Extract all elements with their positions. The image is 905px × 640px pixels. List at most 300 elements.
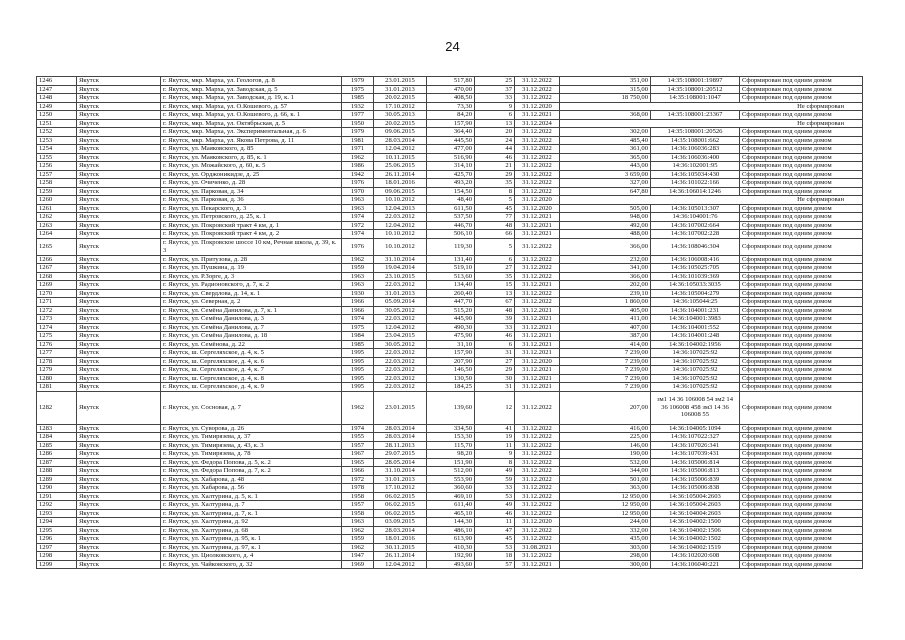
cell-land-area: 366,00 [560,238,651,255]
cell-build-year: 1978 [342,484,374,493]
cell-build-year: 1962 [342,153,374,162]
cell-land-status: Сформирован под одним домом [740,315,863,324]
cell-address: г. Якутск, ул. Федора Попова, д. 7, к. 2 [161,467,342,476]
cell-build-year: 1955 [342,433,374,442]
cell-cadastral-number: 14:35:108001:20526 [651,128,740,137]
cell-land-status: Сформирован под одним домом [740,298,863,307]
cell-land-status: Сформирован под одним домом [740,535,863,544]
table-row [37,552,863,561]
cell-cadastral-number: 14:36:107039:431 [651,450,740,459]
cell-row-number: 1264 [37,230,77,239]
cell-deadline: 31.12.2020 [515,204,560,213]
cell-deadline: 31.12.2021 [515,560,560,569]
cell-land-status: Сформирован под одним домом [740,255,863,264]
cell-area: 611,50 [427,204,475,213]
cell-cadastral-number: 14:36:104004:2603 [651,509,740,518]
cell-address: г. Якутск, ул. Хабарова, д. 48 [161,475,342,484]
cell-cadastral-number: 14:36:105006:839 [651,475,740,484]
cell-cadastral-number: 14:35:108001:19897 [651,77,740,86]
cell-area: 131,40 [427,255,475,264]
cell-land-area: 443,00 [560,162,651,171]
cell-cadastral-number: 14:36:106036:283 [651,145,740,154]
cell-apartments: 49 [475,501,515,510]
cell-cadastral-number: 14:36:105004:2603 [651,492,740,501]
cell-area: 115,70 [427,441,475,450]
cell-apartments: 9 [475,102,515,111]
cell-build-year: 1966 [342,298,374,307]
cell-apartments: 45 [475,204,515,213]
cell-cadastral-number: 14:36:104001:248 [651,332,740,341]
cell-deadline: 31.12.2022 [515,179,560,188]
table-row [37,102,863,111]
cell-area: 334,50 [427,424,475,433]
cell-apartments: 41 [475,424,515,433]
cell-inclusion-date: 31.10.2014 [374,255,427,264]
cell-apartments: 6 [475,111,515,120]
cell-deadline: 31.12.2022 [515,85,560,94]
cell-city: Якутск [77,170,161,179]
cell-city: Якутск [77,187,161,196]
cell-land-area: 7 239,00 [560,383,651,392]
cell-cadastral-number: 14:36:105013:307 [651,204,740,213]
cell-row-number: 1290 [37,484,77,493]
cell-row-number: 1293 [37,509,77,518]
housing-register-table [36,76,863,569]
cell-apartments: 13 [475,119,515,128]
cell-address: г. Якутск, ул. Семёна Данилова, д. 7 [161,323,342,332]
cell-land-status: Сформирован под одним домом [740,492,863,501]
cell-address: г. Якутск, ул. Тимирязева, д. 78 [161,450,342,459]
cell-apartments: 49 [475,467,515,476]
cell-land-status: Сформирован под одним домом [740,458,863,467]
cell-deadline: 31.12.2022 [515,94,560,103]
cell-inclusion-date: 28.05.2014 [374,458,427,467]
table-row [37,366,863,375]
cell-address: г. Якутск, мкр. Марха, ул. Заводская, д. 19, к. 1 [161,94,342,103]
cell-address: г. Якутск, ул. Пекарского, д. 3 [161,204,342,213]
cell-address: г. Якутск, ул. Семёна Данилова, д. 7, к. 1 [161,306,342,315]
table-row [37,298,863,307]
cell-cadastral-number: 14:36:107002:664 [651,221,740,230]
cell-apartments: 46 [475,332,515,341]
cell-apartments: 57 [475,560,515,569]
cell-land-area: 405,00 [560,306,651,315]
cell-apartments: 31 [475,349,515,358]
cell-build-year: 1963 [342,281,374,290]
cell-build-year: 1962 [342,543,374,552]
cell-city: Якутск [77,349,161,358]
cell-deadline: 31.12.2022 [515,458,560,467]
cell-city: Якутск [77,298,161,307]
cell-row-number: 1296 [37,535,77,544]
cell-row-number: 1272 [37,306,77,315]
cell-inclusion-date: 10.10.2012 [374,238,427,255]
cell-area: 410,30 [427,543,475,552]
cell-land-status: Сформирован под одним домом [740,349,863,358]
cell-row-number: 1270 [37,289,77,298]
cell-area: 153,30 [427,433,475,442]
cell-land-area: 351,00 [560,77,651,86]
cell-land-status: Сформирован под одним домом [740,475,863,484]
cell-apartments: 12 [475,391,515,424]
cell-area: 207,90 [427,357,475,366]
cell-land-area: 344,00 [560,467,651,476]
cell-area: 446,70 [427,221,475,230]
table-row [37,332,863,341]
cell-address: г. Якутск, ул. Р.Зорге, д. 3 [161,272,342,281]
cell-city: Якутск [77,272,161,281]
cell-build-year: 1958 [342,509,374,518]
cell-deadline: 31.12.2021 [515,306,560,315]
cell-address: г. Якутск, ш. Сергеляхское, д. 4, к. 6 [161,357,342,366]
cell-land-area: 532,00 [560,458,651,467]
cell-address: г. Якутск, ул. Притузова, д. 28 [161,255,342,264]
cell-apartments: 37 [475,85,515,94]
table-row [37,526,863,535]
cell-deadline: 31.12.2022 [515,264,560,273]
cell-city: Якутск [77,391,161,424]
cell-row-number: 1266 [37,255,77,264]
cell-inclusion-date: 09.06.2015 [374,187,427,196]
cell-cadastral-number: 14:36:107002:228 [651,230,740,239]
cell-cadastral-number: 14:36:104001:231 [651,306,740,315]
cell-deadline: 31.12.2021 [515,111,560,120]
cell-cadastral-number: 14:36:104001:552 [651,323,740,332]
cell-cadastral-number: 14:36:107025:92 [651,357,740,366]
cell-land-area: 18 750,00 [560,94,651,103]
cell-land-status: Сформирован под одним домом [740,560,863,569]
cell-city: Якутск [77,475,161,484]
cell-cadastral-number: 14:36:104002:1956 [651,340,740,349]
cell-address: г. Якутск, ш. Сергеляхское, д. 4, к. 7 [161,366,342,375]
cell-city: Якутск [77,484,161,493]
cell-deadline: 31.12.2022 [515,162,560,171]
cell-deadline: 31.12.2022 [515,145,560,154]
table-row [37,136,863,145]
cell-city: Якутск [77,136,161,145]
cell-cadastral-number: 14:36:106040:221 [651,560,740,569]
cell-land-area: 12 950,00 [560,509,651,518]
cell-land-status: Сформирован под одним домом [740,136,863,145]
cell-address: г. Якутск, ул. Покровское шоссе 10 км, Речная школа, д. 39, к. 3 [161,238,342,255]
cell-row-number: 1299 [37,560,77,569]
cell-build-year: 1965 [342,458,374,467]
cell-area: 513,60 [427,272,475,281]
cell-land-status: Сформирован под одним домом [740,162,863,171]
cell-cadastral-number: 14:36:104002:1519 [651,543,740,552]
cell-build-year: 1986 [342,162,374,171]
cell-land-area: 225,00 [560,433,651,442]
cell-deadline: 31.12.2022 [515,475,560,484]
table-row [37,383,863,392]
cell-deadline: 31.12.2022 [515,187,560,196]
cell-land-area: 485,40 [560,136,651,145]
cell-address: г. Якутск, ул. Северная, д. 2 [161,298,342,307]
cell-area: 139,60 [427,391,475,424]
cell-land-area: 239,10 [560,289,651,298]
table-row [37,543,863,552]
cell-cadastral-number: 14:36:105034:430 [651,170,740,179]
cell-address: г. Якутск, ул. Парковая, д. 36 [161,196,342,205]
cell-row-number: 1253 [37,136,77,145]
cell-address: г. Якутск, ш. Сергеляхское, д. 4, к. 9 [161,383,342,392]
cell-row-number: 1259 [37,187,77,196]
cell-land-status: Сформирован под одним домом [740,111,863,120]
cell-address: г. Якутск, ул. Чайковского, д. 32 [161,560,342,569]
cell-land-area: 298,00 [560,552,651,561]
cell-city: Якутск [77,111,161,120]
table-row [37,535,863,544]
cell-area: 144,30 [427,518,475,527]
cell-land-status: Сформирован под одним домом [740,145,863,154]
cell-area: 465,10 [427,509,475,518]
cell-land-status: Сформирован под одним домом [740,501,863,510]
cell-row-number: 1249 [37,102,77,111]
table-row [37,145,863,154]
cell-deadline: 31.12.2022 [515,153,560,162]
cell-deadline: 31.12.2022 [515,272,560,281]
table-row [37,77,863,86]
cell-address: г. Якутск, ул. Халтурина, д. 5, к. 1 [161,492,342,501]
cell-land-status: Сформирован под одним домом [740,264,863,273]
cell-address: г. Якутск, ул. Маяковского, д. 85 [161,145,342,154]
cell-land-status: Сформирован под одним домом [740,289,863,298]
cell-inclusion-date: 28.03.2014 [374,526,427,535]
cell-build-year: 1974 [342,213,374,222]
cell-area: 98,20 [427,450,475,459]
cell-land-area: 948,00 [560,213,651,222]
cell-address: г. Якутск, ул. Халтурина, д. 68 [161,526,342,535]
cell-city: Якутск [77,230,161,239]
cell-apartments: 35 [475,272,515,281]
cell-address: г. Якутск, мкр. Марха, ул. Октябрьская, д. 5 [161,119,342,128]
cell-area: 157,90 [427,119,475,128]
cell-inclusion-date: 12.04.2013 [374,204,427,213]
cell-area: 490,30 [427,323,475,332]
table-body [37,77,863,569]
cell-build-year: 1972 [342,475,374,484]
cell-row-number: 1282 [37,391,77,424]
cell-area: 553,90 [427,475,475,484]
cell-apartments: 6 [475,340,515,349]
cell-row-number: 1297 [37,543,77,552]
cell-land-status: Сформирован под одним домом [740,374,863,383]
cell-row-number: 1280 [37,374,77,383]
cell-inclusion-date: 30.11.2015 [374,543,427,552]
cell-build-year: 1985 [342,94,374,103]
cell-inclusion-date: 06.02.2015 [374,509,427,518]
cell-inclusion-date: 30.05.2012 [374,340,427,349]
cell-cadastral-number: 14:35:108001:1047 [651,94,740,103]
cell-land-status: Сформирован под одним домом [740,281,863,290]
cell-address: г. Якутск, ул. Халтурина, д. 97, к. 1 [161,543,342,552]
cell-inclusion-date: 19.04.2014 [374,264,427,273]
cell-build-year: 1942 [342,170,374,179]
cell-row-number: 1260 [37,196,77,205]
cell-land-status: Сформирован под одним домом [740,306,863,315]
cell-inclusion-date: 22.03.2012 [374,349,427,358]
table-row [37,272,863,281]
cell-cadastral-number: 14:36:107025:92 [651,374,740,383]
cell-row-number: 1289 [37,475,77,484]
cell-city: Якутск [77,77,161,86]
cell-land-status: Сформирован под одним домом [740,450,863,459]
cell-row-number: 1248 [37,94,77,103]
cell-land-area: 366,00 [560,272,651,281]
cell-area: 445,90 [427,315,475,324]
cell-apartments: 67 [475,298,515,307]
cell-apartments: 30 [475,374,515,383]
cell-cadastral-number: 14:36:108046:304 [651,238,740,255]
cell-area: 519,10 [427,264,475,273]
cell-inclusion-date: 18.01.2016 [374,535,427,544]
cell-cadastral-number: 14:36:106014:1246 [651,187,740,196]
cell-inclusion-date: 06.02.2015 [374,501,427,510]
table-row [37,119,863,128]
table-row [37,281,863,290]
cell-land-area: 300,00 [560,560,651,569]
cell-row-number: 1298 [37,552,77,561]
cell-cadastral-number: 14:36:107025:92 [651,383,740,392]
cell-deadline: 31.12.2020 [515,518,560,527]
table-row [37,204,863,213]
cell-build-year: 1966 [342,306,374,315]
cell-cadastral-number: 14:36:106008:416 [651,255,740,264]
cell-inclusion-date: 29.07.2015 [374,450,427,459]
cell-city: Якутск [77,238,161,255]
table-row [37,213,863,222]
cell-cadastral-number: 14:35:108001:23367 [651,111,740,120]
cell-apartments: 48 [475,306,515,315]
table-row [37,187,863,196]
cell-build-year: 1971 [342,145,374,154]
cell-city: Якутск [77,458,161,467]
table-row [37,196,863,205]
cell-build-year: 1932 [342,102,374,111]
table-row [37,349,863,358]
cell-deadline: 31.12.2022 [515,77,560,86]
cell-area: 470,00 [427,85,475,94]
cell-inclusion-date: 10.10.2012 [374,196,427,205]
cell-row-number: 1275 [37,332,77,341]
cell-deadline: 31.08.2021 [515,543,560,552]
cell-build-year: 1966 [342,467,374,476]
table-row [37,518,863,527]
cell-area: 119,30 [427,238,475,255]
cell-city: Якутск [77,162,161,171]
cell-apartments: 24 [475,136,515,145]
cell-city: Якутск [77,281,161,290]
cell-build-year: 1975 [342,323,374,332]
cell-build-year: 1970 [342,187,374,196]
cell-cadastral-number: 14:36:101022:166 [651,179,740,188]
cell-deadline: 31.12.2022 [515,128,560,137]
cell-land-status: Сформирован под одним домом [740,357,863,366]
cell-area: 364,40 [427,128,475,137]
cell-apartments: 6 [475,255,515,264]
cell-land-status: Сформирован под одним домом [740,221,863,230]
cell-cadastral-number: 14:36:107025:92 [651,366,740,375]
table-row [37,238,863,255]
cell-apartments: 66 [475,230,515,239]
cell-cadastral-number: 14:36:102020:608 [651,552,740,561]
cell-land-status: Сформирован под одним домом [740,340,863,349]
cell-build-year: 1962 [342,255,374,264]
cell-city: Якутск [77,119,161,128]
cell-cadastral-number: 14:36:101039:369 [651,272,740,281]
cell-build-year: 1962 [342,526,374,535]
cell-city: Якутск [77,289,161,298]
table-row [37,441,863,450]
cell-land-area: 12 950,00 [560,501,651,510]
cell-cadastral-number: 14:36:102001:95 [651,162,740,171]
table-row [37,560,863,569]
cell-build-year: 1974 [342,230,374,239]
cell-build-year: 1981 [342,136,374,145]
cell-inclusion-date: 22.03.2012 [374,366,427,375]
cell-row-number: 1257 [37,170,77,179]
cell-inclusion-date: 12.04.2012 [374,323,427,332]
table-row [37,509,863,518]
cell-land-status: Сформирован под одним домом [740,424,863,433]
cell-land-status: Сформирован под одним домом [740,238,863,255]
cell-address: г. Якутск, ул. Маяковского, д. 85, к. 1 [161,153,342,162]
cell-city: Якутск [77,441,161,450]
cell-row-number: 1252 [37,128,77,137]
cell-land-status: Сформирован под одним домом [740,509,863,518]
cell-build-year: 1972 [342,221,374,230]
cell-address: г. Якутск, ул. Хабарова, д. 56 [161,484,342,493]
cell-land-area: 411,00 [560,315,651,324]
cell-land-status: Сформирован под одним домом [740,230,863,239]
cell-land-area: 361,00 [560,145,651,154]
cell-address: г. Якутск, ул. Семёна Данилова, д. 3 [161,315,342,324]
cell-build-year: 1959 [342,264,374,273]
cell-build-year: 1947 [342,552,374,561]
cell-build-year: 1976 [342,179,374,188]
cell-area: 48,40 [427,196,475,205]
cell-area: 512,00 [427,467,475,476]
cell-apartments: 59 [475,475,515,484]
table-row [37,424,863,433]
cell-inclusion-date: 28.03.2014 [374,424,427,433]
cell-land-area: 416,00 [560,424,651,433]
cell-address: г. Якутск, мкр. Марха, ул. Якова Петрова, д. 11 [161,136,342,145]
cell-inclusion-date: 30.05.2013 [374,111,427,120]
cell-deadline: 31.12.2021 [515,383,560,392]
cell-land-status: Сформирован под одним домом [740,153,863,162]
cell-build-year: 1969 [342,560,374,569]
cell-build-year: 1995 [342,357,374,366]
cell-cadastral-number: 14:36:104001:76 [651,213,740,222]
cell-inclusion-date: 03.09.2015 [374,518,427,527]
cell-address: г. Якутск, ул. Орджоникидзе, д. 25 [161,170,342,179]
cell-inclusion-date: 26.11.2014 [374,552,427,561]
cell-land-area: 365,00 [560,153,651,162]
cell-row-number: 1268 [37,272,77,281]
cell-land-area: 647,80 [560,187,651,196]
cell-land-area: 501,00 [560,475,651,484]
cell-inclusion-date: 23.04.2015 [374,332,427,341]
cell-inclusion-date: 20.02.2015 [374,119,427,128]
cell-row-number: 1284 [37,433,77,442]
cell-land-status: Сформирован под одним домом [740,518,863,527]
table-row [37,357,863,366]
cell-inclusion-date: 12.04.2012 [374,221,427,230]
cell-area: 408,50 [427,94,475,103]
cell-land-area: 244,00 [560,518,651,527]
cell-land-status: Сформирован под одним домом [740,187,863,196]
